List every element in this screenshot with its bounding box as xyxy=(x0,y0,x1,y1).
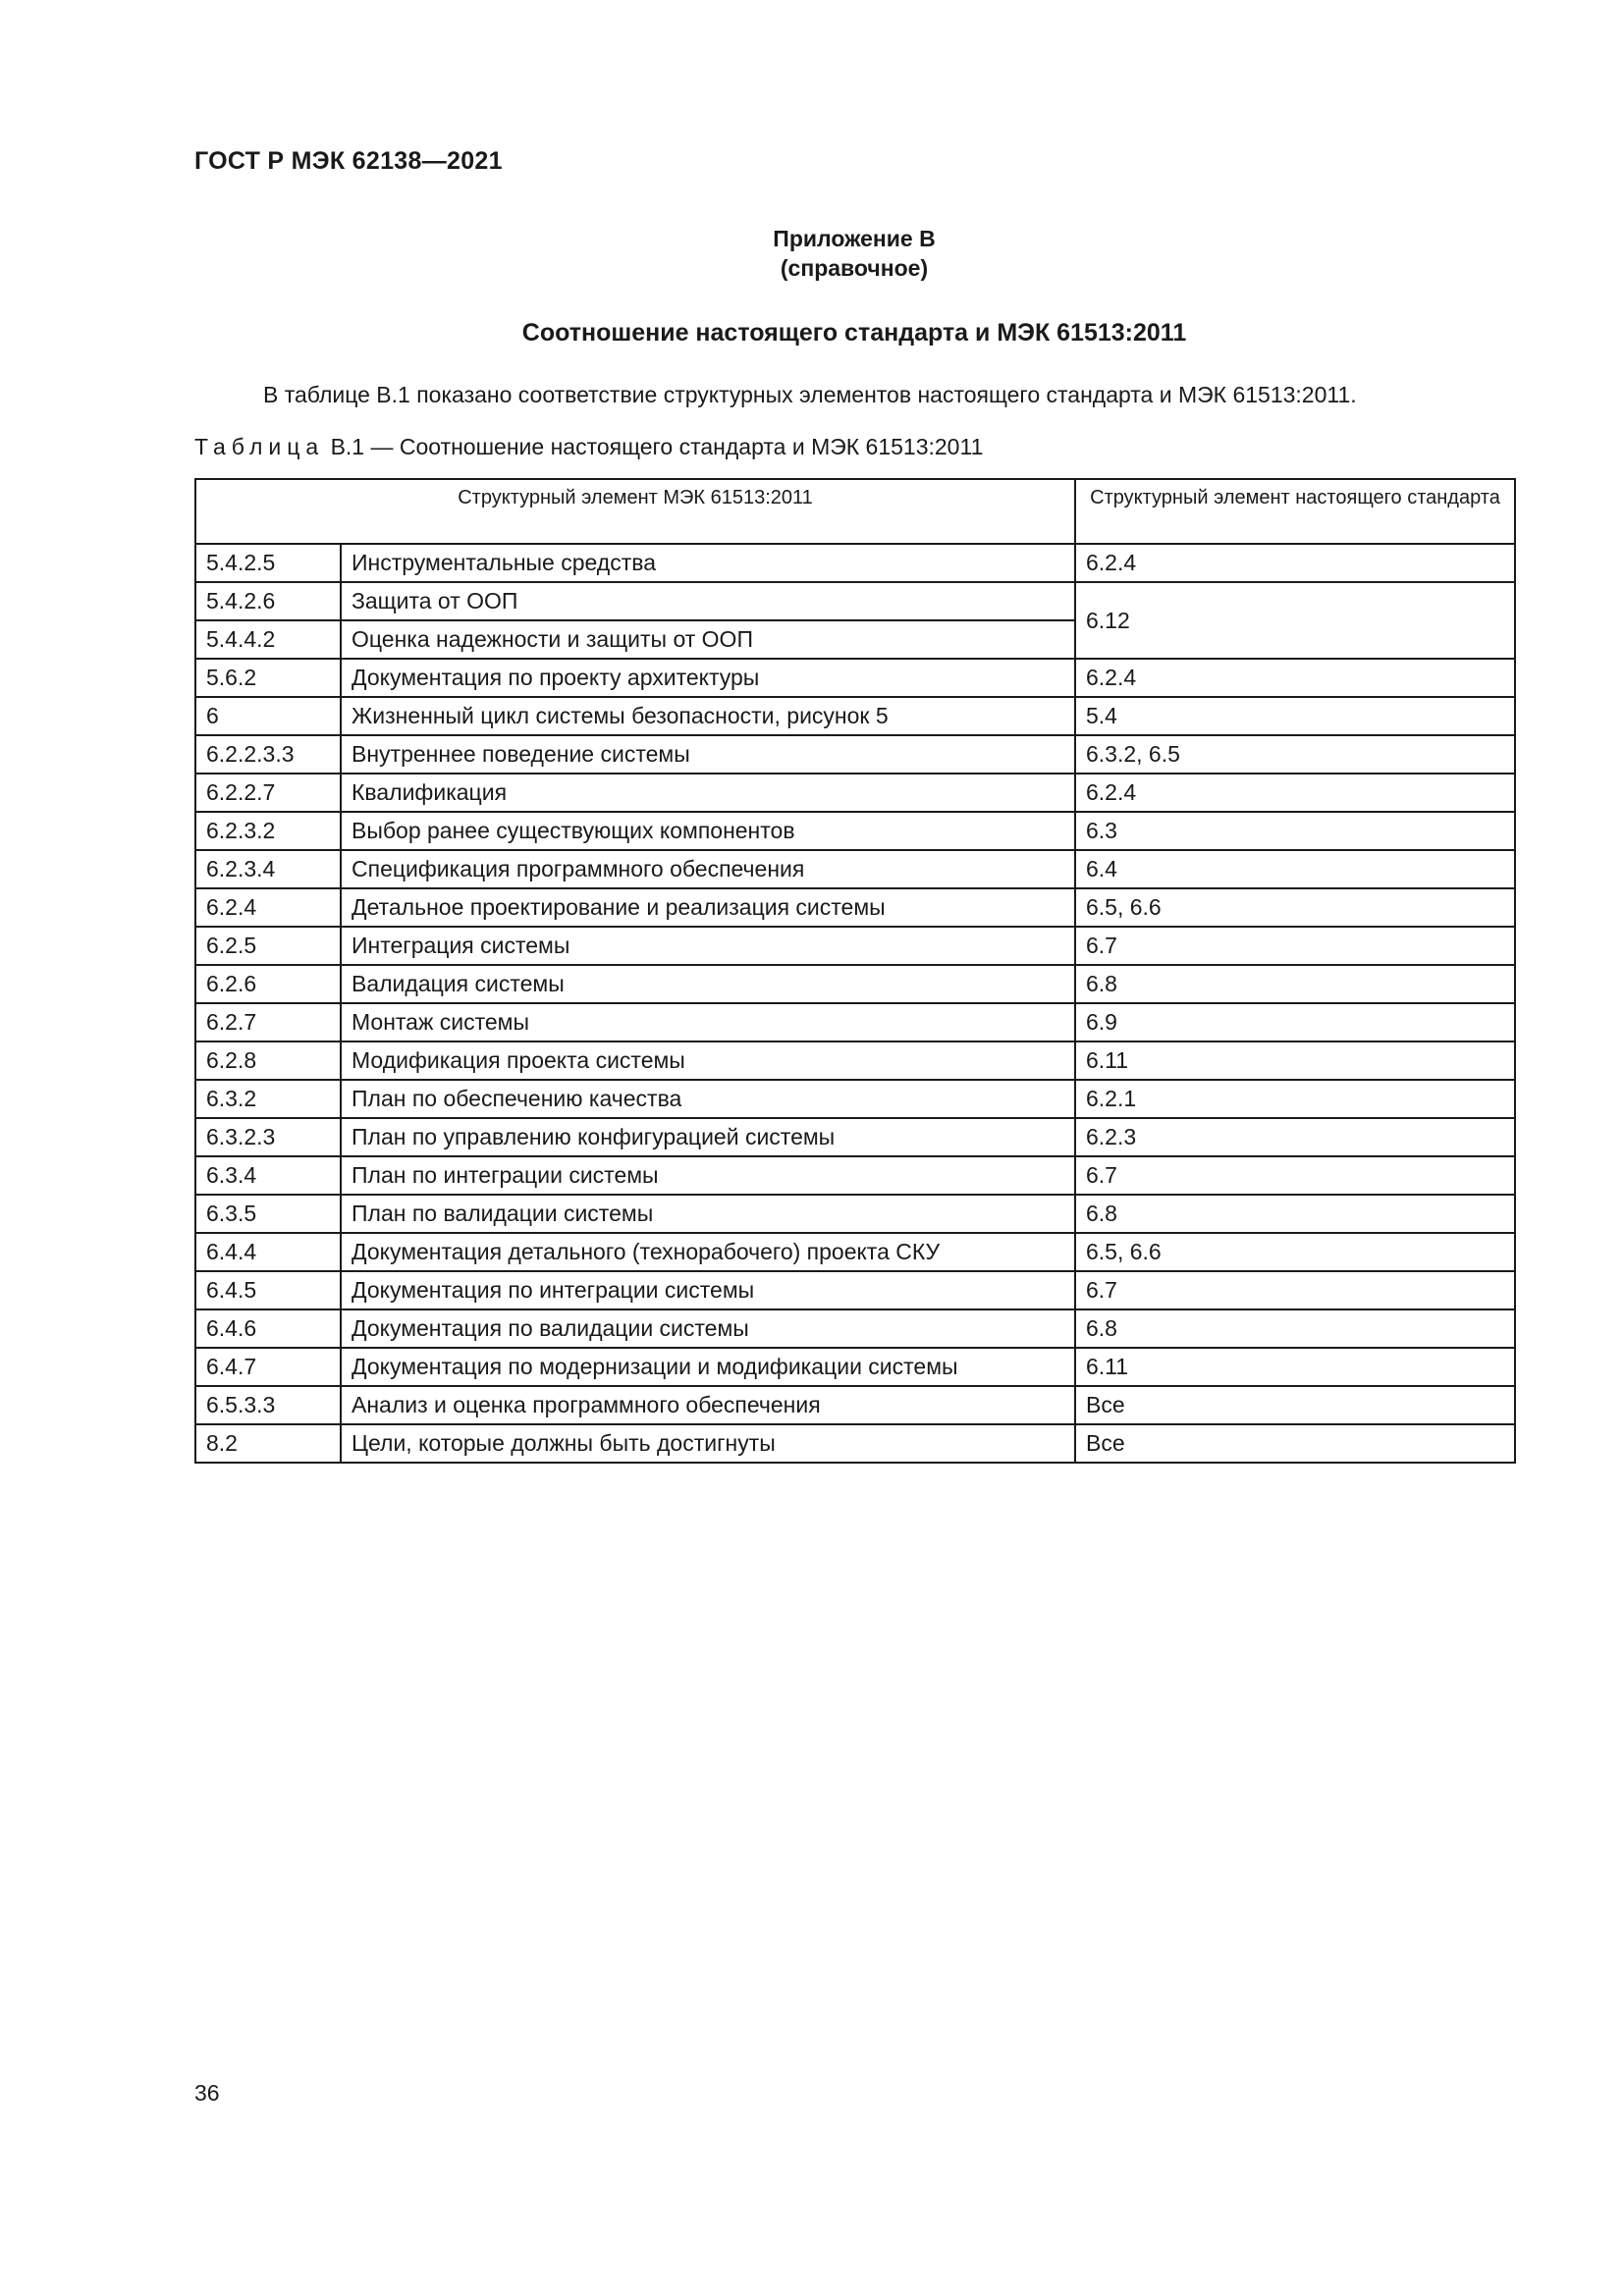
cell-iec-clause: 6.2.2.7 xyxy=(195,774,341,812)
table-row xyxy=(195,735,1515,774)
table-row xyxy=(195,697,1515,735)
cell-standard-clause: 6.12 xyxy=(1075,582,1515,659)
table-row xyxy=(195,1156,1515,1195)
cell-iec-title: Документация по модернизации и модификации системы xyxy=(341,1348,1075,1386)
section-title: Соотношение настоящего стандарта и МЭК 61513:2011 xyxy=(521,319,1187,347)
cell-standard-clause: Все xyxy=(1075,1424,1515,1463)
appendix-title: Приложение В xyxy=(773,226,936,251)
page-number: 36 xyxy=(194,2080,220,2106)
cell-iec-title: Интеграция системы xyxy=(341,927,1075,965)
cell-standard-clause: 6.7 xyxy=(1075,1271,1515,1309)
cell-iec-clause: 6.4.7 xyxy=(195,1348,341,1386)
correspondence-table xyxy=(194,478,1516,1464)
document-header: ГОСТ Р МЭК 62138—2021 xyxy=(194,147,503,175)
header-standard-element: Структурный элемент настоящего стандарта xyxy=(1075,479,1515,544)
cell-iec-clause: 6.2.7 xyxy=(195,1003,341,1041)
cell-standard-clause: 6.8 xyxy=(1075,1195,1515,1233)
cell-standard-clause: 6.3 xyxy=(1075,812,1515,850)
cell-iec-clause: 6 xyxy=(195,697,341,735)
cell-standard-clause: 6.7 xyxy=(1075,1156,1515,1195)
cell-iec-clause: 5.6.2 xyxy=(195,659,341,697)
cell-iec-clause: 8.2 xyxy=(195,1424,341,1463)
cell-standard-clause: 6.8 xyxy=(1075,965,1515,1003)
table-row xyxy=(195,1424,1515,1463)
cell-iec-title: Документация детального (технорабочего) проекта СКУ xyxy=(341,1233,1075,1271)
table-row xyxy=(195,1080,1515,1118)
header-iec-element: Структурный элемент МЭК 61513:2011 xyxy=(195,479,1075,544)
table-caption-text: В.1 — Соотношение настоящего стандарта и МЭК 61513:2011 xyxy=(330,434,984,459)
table-row xyxy=(195,1003,1515,1041)
cell-iec-clause: 6.4.4 xyxy=(195,1233,341,1271)
cell-iec-title: Модификация проекта системы xyxy=(341,1041,1075,1080)
cell-iec-clause: 6.4.6 xyxy=(195,1309,341,1348)
cell-iec-title: Внутреннее поведение системы xyxy=(341,735,1075,774)
table-row xyxy=(195,1195,1515,1233)
cell-standard-clause: 6.2.4 xyxy=(1075,659,1515,697)
table-row xyxy=(195,850,1515,888)
cell-standard-clause: 6.9 xyxy=(1075,1003,1515,1041)
cell-iec-clause: 6.3.2 xyxy=(195,1080,341,1118)
cell-standard-clause: 6.2.4 xyxy=(1075,774,1515,812)
cell-iec-title: Документация по интеграции системы xyxy=(341,1271,1075,1309)
table-row xyxy=(195,1041,1515,1080)
cell-iec-clause: 6.2.3.4 xyxy=(195,850,341,888)
cell-standard-clause: 6.2.3 xyxy=(1075,1118,1515,1156)
cell-iec-clause: 6.3.2.3 xyxy=(195,1118,341,1156)
cell-iec-title: План по интеграции системы xyxy=(341,1156,1075,1195)
cell-iec-title: Детальное проектирование и реализация системы xyxy=(341,888,1075,927)
cell-iec-clause: 6.2.2.3.3 xyxy=(195,735,341,774)
cell-iec-title: Цели, которые должны быть достигнуты xyxy=(341,1424,1075,1463)
table-row xyxy=(195,544,1515,582)
cell-standard-clause: 6.2.1 xyxy=(1075,1080,1515,1118)
table-row xyxy=(195,965,1515,1003)
cell-standard-clause: 6.3.2, 6.5 xyxy=(1075,735,1515,774)
cell-iec-clause: 6.2.8 xyxy=(195,1041,341,1080)
cell-standard-clause: 6.5, 6.6 xyxy=(1075,1233,1515,1271)
cell-standard-clause: 5.4 xyxy=(1075,697,1515,735)
cell-standard-clause: 6.7 xyxy=(1075,927,1515,965)
table-row xyxy=(195,1386,1515,1424)
table-row xyxy=(195,1309,1515,1348)
cell-iec-title: Выбор ранее существующих компонентов xyxy=(341,812,1075,850)
cell-iec-clause: 5.4.4.2 xyxy=(195,620,341,659)
cell-standard-clause: 6.2.4 xyxy=(1075,544,1515,582)
table-row xyxy=(195,1271,1515,1309)
cell-iec-title: Защита от ООП xyxy=(341,582,1075,620)
cell-iec-title: Документация по валидации системы xyxy=(341,1309,1075,1348)
table-body xyxy=(195,544,1515,1463)
table-row xyxy=(195,582,1515,620)
table-row xyxy=(195,1233,1515,1271)
table-row xyxy=(195,659,1515,697)
cell-iec-title: Монтаж системы xyxy=(341,1003,1075,1041)
appendix-heading xyxy=(0,224,1624,283)
cell-iec-clause: 6.3.5 xyxy=(195,1195,341,1233)
table-row xyxy=(195,1118,1515,1156)
cell-standard-clause: 6.11 xyxy=(1075,1348,1515,1386)
cell-standard-clause: 6.8 xyxy=(1075,1309,1515,1348)
cell-iec-title: Документация по проекту архитектуры xyxy=(341,659,1075,697)
cell-iec-title: План по валидации системы xyxy=(341,1195,1075,1233)
table-row xyxy=(195,774,1515,812)
cell-iec-clause: 5.4.2.6 xyxy=(195,582,341,620)
cell-iec-clause: 5.4.2.5 xyxy=(195,544,341,582)
cell-iec-title: План по обеспечению качества xyxy=(341,1080,1075,1118)
cell-iec-title: План по управлению конфигурацией системы xyxy=(341,1118,1075,1156)
cell-iec-clause: 6.4.5 xyxy=(195,1271,341,1309)
cell-iec-clause: 6.2.5 xyxy=(195,927,341,965)
table-caption xyxy=(194,434,983,460)
cell-iec-title: Оценка надежности и защиты от ООП xyxy=(341,620,1075,659)
table-row xyxy=(195,812,1515,850)
table-row xyxy=(195,927,1515,965)
cell-iec-clause: 6.2.3.2 xyxy=(195,812,341,850)
cell-iec-clause: 6.2.4 xyxy=(195,888,341,927)
cell-iec-clause: 6.5.3.3 xyxy=(195,1386,341,1424)
cell-standard-clause: 6.5, 6.6 xyxy=(1075,888,1515,927)
cell-iec-title: Анализ и оценка программного обеспечения xyxy=(341,1386,1075,1424)
table-header-row xyxy=(195,479,1515,544)
cell-iec-title: Квалификация xyxy=(341,774,1075,812)
table-row xyxy=(195,1348,1515,1386)
intro-paragraph: В таблице В.1 показано соответствие структурных элементов настоящего стандарта и МЭК 61513:2011. xyxy=(263,382,1357,407)
appendix-subtitle: (справочное) xyxy=(780,255,929,281)
table-row xyxy=(195,888,1515,927)
cell-iec-clause: 6.3.4 xyxy=(195,1156,341,1195)
cell-standard-clause: 6.11 xyxy=(1075,1041,1515,1080)
cell-iec-title: Жизненный цикл системы безопасности, рисунок 5 xyxy=(341,697,1075,735)
cell-iec-title: Инструментальные средства xyxy=(341,544,1075,582)
table-caption-label: Таблица xyxy=(194,434,325,459)
cell-iec-title: Валидация системы xyxy=(341,965,1075,1003)
cell-iec-clause: 6.2.6 xyxy=(195,965,341,1003)
cell-iec-title: Спецификация программного обеспечения xyxy=(341,850,1075,888)
cell-standard-clause: Все xyxy=(1075,1386,1515,1424)
cell-standard-clause: 6.4 xyxy=(1075,850,1515,888)
